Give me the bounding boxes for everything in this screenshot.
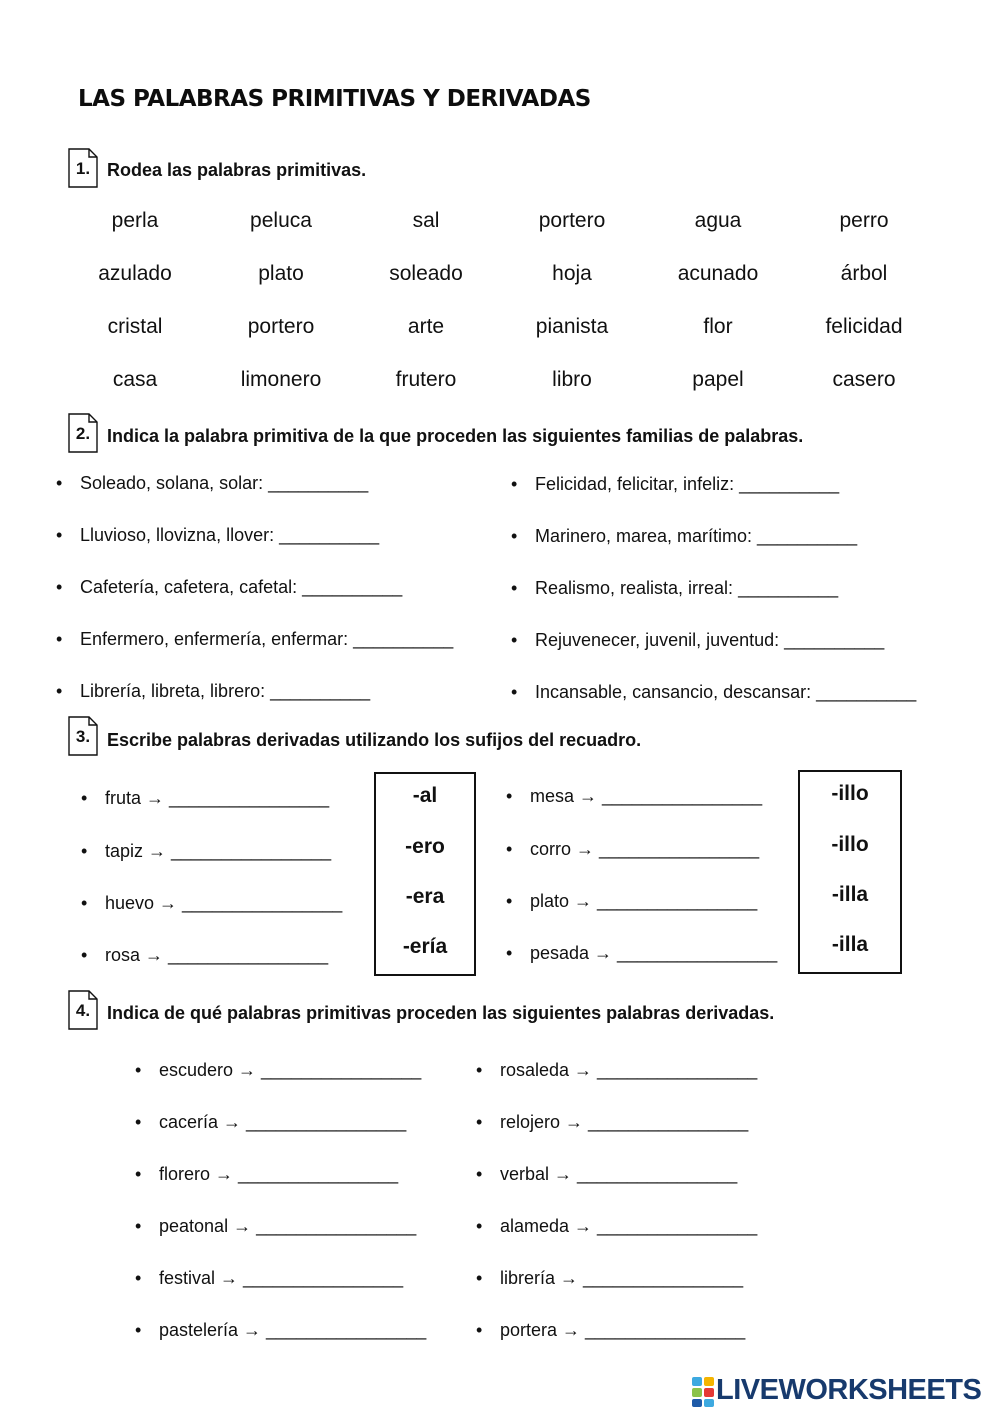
- family-item: [56, 525, 380, 546]
- bullet-icon: •: [135, 1320, 142, 1340]
- word-item[interactable]: cristal: [107, 315, 163, 338]
- derived-item: [135, 1216, 417, 1237]
- bullet-icon: •: [56, 525, 63, 545]
- bullet-icon: •: [476, 1268, 483, 1288]
- word-item[interactable]: casero: [832, 368, 896, 391]
- family-item: [511, 526, 858, 547]
- derived-item-text: alameda → ________________: [500, 1216, 758, 1236]
- suffix-box-1: [374, 772, 476, 976]
- derived-item: [135, 1112, 407, 1133]
- suffix: -al: [412, 784, 438, 807]
- word-item[interactable]: árbol: [840, 262, 888, 285]
- worksheet-title: LAS PALABRAS PRIMITIVAS Y DERIVADAS: [78, 86, 591, 112]
- suffix-word-item-text: tapiz → ________________: [105, 841, 332, 861]
- derived-item: [476, 1060, 758, 1081]
- section-1-number-icon: [68, 148, 98, 188]
- suffix-word-item: [81, 788, 330, 809]
- section-3-number: 3.: [75, 727, 91, 746]
- derived-item-text: festival → ________________: [159, 1268, 404, 1288]
- suffix-word-item: [506, 943, 778, 964]
- suffix-word-item-text: plato → ________________: [530, 891, 758, 911]
- family-item-text: Felicidad, felicitar, infeliz: __________: [535, 474, 840, 494]
- family-item: [56, 681, 371, 702]
- word-item[interactable]: portero: [247, 315, 315, 338]
- word-item[interactable]: agua: [694, 209, 742, 232]
- suffix-word-item: [81, 893, 343, 914]
- word-item[interactable]: soleado: [389, 262, 463, 285]
- derived-item: [135, 1060, 422, 1081]
- family-item-text: Marinero, marea, marítimo: __________: [535, 526, 858, 546]
- derived-item-text: verbal → ________________: [500, 1164, 738, 1184]
- section-2-instruction: Indica la palabra primitiva de la que proceden las siguientes familias de palabras.: [107, 426, 804, 446]
- derived-item: [135, 1268, 404, 1289]
- derived-item: [476, 1112, 749, 1133]
- section-1-instruction: Rodea las palabras primitivas.: [107, 160, 367, 180]
- section-2-number: 2.: [75, 424, 91, 443]
- family-item: [511, 630, 885, 651]
- word-item[interactable]: perro: [839, 209, 889, 232]
- bullet-icon: •: [506, 891, 513, 911]
- word-item[interactable]: pianista: [535, 315, 609, 338]
- word-item[interactable]: hoja: [552, 262, 592, 285]
- suffix: -illo: [831, 833, 869, 856]
- family-item-text: Soleado, solana, solar: __________: [80, 473, 369, 493]
- suffix: -era: [405, 885, 445, 908]
- word-item[interactable]: perla: [111, 209, 159, 232]
- suffix-word-item-text: mesa → ________________: [530, 786, 763, 806]
- family-item: [511, 682, 917, 703]
- bullet-icon: •: [476, 1112, 483, 1132]
- bullet-icon: •: [135, 1216, 142, 1236]
- suffix: -illa: [831, 933, 869, 956]
- family-item-text: Enfermero, enfermería, enfermar: __________: [80, 629, 454, 649]
- family-item: [511, 474, 840, 495]
- bullet-icon: •: [511, 682, 518, 702]
- family-item: [511, 578, 839, 599]
- section-1-number: 1.: [75, 159, 91, 178]
- suffix-word-item: [81, 945, 329, 966]
- word-item[interactable]: casa: [112, 368, 158, 391]
- bullet-icon: •: [506, 839, 513, 859]
- family-item-text: Incansable, cansancio, descansar: __________: [535, 682, 917, 702]
- bullet-icon: •: [56, 629, 63, 649]
- logo-icon: [692, 1377, 714, 1407]
- word-item[interactable]: peluca: [250, 209, 312, 232]
- suffix: -ería: [402, 935, 448, 958]
- logo-text: LIVEWORKSHEETS: [716, 1374, 982, 1406]
- derived-item-text: peatonal → ________________: [159, 1216, 417, 1236]
- word-item[interactable]: portero: [538, 209, 606, 232]
- bullet-icon: •: [511, 578, 518, 598]
- derived-item-text: pastelería → ________________: [159, 1320, 427, 1340]
- suffix-word-item-text: huevo → ________________: [105, 893, 343, 913]
- derived-item-text: escudero → ________________: [159, 1060, 422, 1080]
- word-item[interactable]: flor: [703, 315, 733, 338]
- section-3-instruction: Escribe palabras derivadas utilizando los sufijos del recuadro.: [107, 730, 642, 750]
- word-item[interactable]: frutero: [395, 368, 457, 391]
- word-item[interactable]: sal: [412, 209, 440, 232]
- bullet-icon: •: [476, 1060, 483, 1080]
- bullet-icon: •: [56, 473, 63, 493]
- bullet-icon: •: [511, 526, 518, 546]
- section-3-number-icon: [68, 716, 98, 756]
- section-4-number: 4.: [75, 1001, 91, 1020]
- suffix-word-item: [506, 839, 760, 860]
- bullet-icon: •: [56, 681, 63, 701]
- suffix-word-item-text: fruta → ________________: [105, 788, 330, 808]
- section-4-instruction: Indica de qué palabras primitivas proceden las siguientes palabras derivadas.: [107, 1003, 775, 1023]
- derived-item-text: cacería → ________________: [159, 1112, 407, 1132]
- derived-item: [476, 1164, 738, 1185]
- word-item[interactable]: papel: [692, 368, 744, 391]
- bullet-icon: •: [135, 1164, 142, 1184]
- suffix: -ero: [405, 835, 445, 858]
- word-item[interactable]: arte: [407, 315, 445, 338]
- bullet-icon: •: [56, 577, 63, 597]
- section-2-number-icon: [68, 413, 98, 453]
- family-item-text: Cafetería, cafetera, cafetal: __________: [80, 577, 403, 597]
- suffix-word-item-text: rosa → ________________: [105, 945, 329, 965]
- family-item-text: Librería, libreta, librero: __________: [80, 681, 371, 701]
- family-item-text: Rejuvenecer, juvenil, juventud: __________: [535, 630, 885, 650]
- bullet-icon: •: [135, 1060, 142, 1080]
- family-item-text: Lluvioso, llovizna, llover: __________: [80, 525, 380, 545]
- derived-item: [135, 1320, 427, 1341]
- bullet-icon: •: [476, 1164, 483, 1184]
- derived-item: [476, 1268, 744, 1289]
- suffix-box-2: [798, 770, 902, 974]
- derived-item: [135, 1164, 399, 1185]
- derived-item: [476, 1216, 758, 1237]
- suffix-word-item-text: pesada → ________________: [530, 943, 778, 963]
- suffix-word-item: [81, 841, 332, 862]
- bullet-icon: •: [81, 893, 88, 913]
- derived-item-text: librería → ________________: [500, 1268, 744, 1288]
- suffix: -illo: [831, 782, 869, 805]
- bullet-icon: •: [506, 943, 513, 963]
- bullet-icon: •: [476, 1216, 483, 1236]
- family-item-text: Realismo, realista, irreal: __________: [535, 578, 839, 598]
- section-4-number-icon: [68, 990, 98, 1030]
- bullet-icon: •: [81, 945, 88, 965]
- bullet-icon: •: [511, 474, 518, 494]
- word-item[interactable]: felicidad: [825, 315, 903, 338]
- family-item: [56, 577, 403, 598]
- derived-item-text: florero → ________________: [159, 1164, 399, 1184]
- bullet-icon: •: [135, 1112, 142, 1132]
- derived-item-text: rosaleda → ________________: [500, 1060, 758, 1080]
- bullet-icon: •: [511, 630, 518, 650]
- family-item: [56, 629, 454, 650]
- suffix-word-item: [506, 786, 763, 807]
- word-item[interactable]: limonero: [240, 368, 322, 391]
- word-item[interactable]: plato: [258, 262, 304, 285]
- suffix-word-item: [506, 891, 758, 912]
- word-item[interactable]: libro: [552, 368, 592, 391]
- derived-item-text: relojero → ________________: [500, 1112, 749, 1132]
- bullet-icon: •: [476, 1320, 483, 1340]
- derived-item: [476, 1320, 746, 1341]
- suffix-word-item-text: corro → ________________: [530, 839, 760, 859]
- family-item: [56, 473, 369, 494]
- word-item[interactable]: acunado: [677, 262, 759, 285]
- suffix: -illa: [831, 883, 869, 906]
- bullet-icon: •: [135, 1268, 142, 1288]
- bullet-icon: •: [81, 788, 88, 808]
- derived-item-text: portera → ________________: [500, 1320, 746, 1340]
- bullet-icon: •: [81, 841, 88, 861]
- bullet-icon: •: [506, 786, 513, 806]
- word-item[interactable]: azulado: [98, 262, 172, 285]
